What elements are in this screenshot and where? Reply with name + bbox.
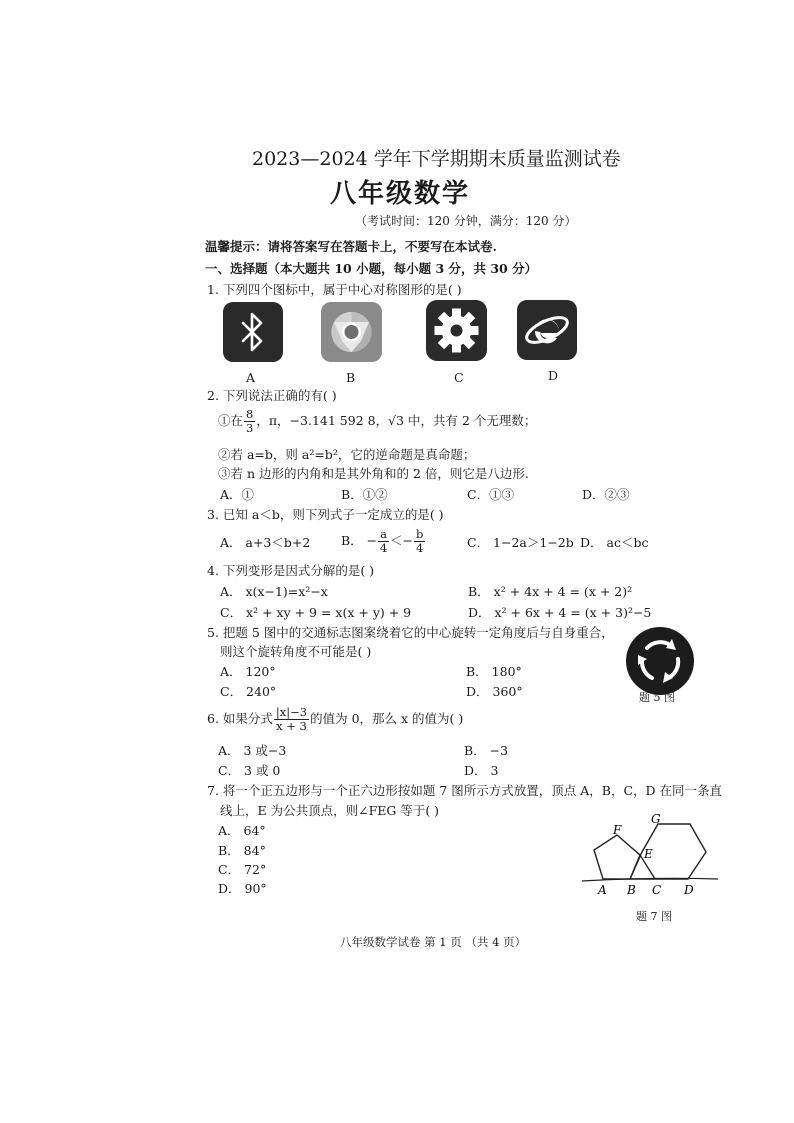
q5-option-b: B． 180° (466, 664, 522, 679)
q6-frac-den: x + 3 (276, 719, 307, 733)
fraction (414, 528, 425, 555)
q5-option-d: D． 360° (466, 684, 523, 699)
q3-b-f2-num: b (415, 527, 424, 541)
q3-option-d: D． ac＜bc (580, 535, 649, 550)
q7-figure-caption: 题 7 图 (636, 910, 672, 923)
gear-icon (425, 299, 488, 362)
q6-option-a: A． 3 或−3 (218, 743, 287, 758)
q2-option-a: A．① (220, 487, 255, 502)
q3-b-pre: B． − (341, 533, 378, 548)
q5-figure-caption: 题 5 图 (639, 691, 675, 704)
q4-stem: 4. 下列变形是因式分解的是( ) (207, 563, 375, 578)
q6-stem (207, 706, 463, 733)
q5-option-c: C． 240° (220, 684, 277, 699)
q2-frac-num: 8 (246, 407, 254, 421)
fraction (244, 408, 255, 435)
q2-statement-3: ③若 n 边形的内角和是其外角和的 2 倍，则它是八边形. (218, 466, 529, 481)
q5-option-a: A． 120° (220, 664, 276, 679)
roundabout-sign-icon (625, 626, 695, 696)
q7-option-b: B． 84° (218, 843, 266, 858)
q3-option-c: C． 1−2a＞1−2b (467, 535, 574, 550)
page-footer: 八年级数学试卷 第 1 页 （共 4 页） (340, 935, 527, 949)
label-f: F (613, 823, 622, 837)
q6-post: 的值为 0，那么 x 的值为( ) (310, 711, 464, 726)
q2-option-b: B．①② (341, 487, 388, 502)
q3-option-a: A． a+3＜b+2 (220, 535, 311, 550)
q6-option-b: B． −3 (464, 743, 509, 758)
fraction (274, 706, 309, 733)
section-heading: 一、选择题（本大题共 10 小题，每小题 3 分，共 30 分） (205, 261, 538, 276)
q7-stem-line2: 线上，E 为公共顶点，则∠FEG 等于( ) (220, 803, 440, 818)
q6-option-c: C． 3 或 0 (218, 763, 281, 778)
q2-s1-post: ，π，−3.141 592 8，√3 中，共有 2 个无理数； (256, 413, 537, 428)
q6-pre: 6. 如果分式 (207, 711, 273, 726)
q2-frac-den: 3 (246, 421, 254, 435)
label-a: A (598, 883, 607, 897)
q4-option-c: C． x² + xy + 9 = x(x + y) + 9 (220, 605, 412, 620)
q7-option-d: D． 90° (218, 881, 267, 896)
q2-statement-1 (218, 408, 536, 435)
q2-s1-pre: ①在 (218, 413, 244, 428)
bluetooth-icon (222, 301, 284, 363)
q3-b-f1-num: a (380, 527, 387, 541)
chrome-icon (320, 301, 383, 363)
q3-b-mid: ＜− (390, 533, 413, 548)
q1-label-c: C (454, 370, 464, 385)
q7-option-c: C． 72° (218, 862, 267, 877)
q1-label-b: B (346, 370, 356, 385)
q1-label-d: D (548, 368, 559, 383)
q2-stem: 2. 下列说法正确的有( ) (207, 388, 337, 403)
q4-option-b: B． x² + 4x + 4 = (x + 2)² (468, 584, 633, 599)
q1-label-a: A (246, 370, 256, 385)
q6-frac-num: |x|−3 (275, 705, 308, 719)
label-c: C (652, 883, 662, 897)
label-g: G (651, 812, 661, 826)
q3-b-f1-den: 4 (379, 541, 388, 555)
fraction (378, 528, 389, 555)
pentagon-hexagon-figure (580, 810, 720, 900)
exam-info: （考试时间：120 分钟，满分：120 分） (355, 214, 577, 228)
label-b: B (627, 883, 636, 897)
q7-option-a: A． 64° (218, 823, 266, 838)
warm-tip: 温馨提示：请将答案写在答题卡上，不要写在本试卷. (205, 239, 497, 254)
q2-option-d: D．②③ (582, 487, 630, 502)
exam-title: 2023—2024 学年下学期期末质量监测试卷 (252, 148, 621, 170)
q7-stem-line1: 7. 将一个正五边形与一个正六边形按如题 7 图所示方式放置，顶点 A，B，C，D 在同一条直 (207, 783, 723, 798)
q1-stem: 1. 下列四个图标中，属于中心对称图形的是( ) (207, 282, 462, 297)
q5-stem-line1: 5. 把题 5 图中的交通标志图案绕着它的中心旋转一定角度后与自身重合， (207, 625, 614, 640)
q3-option-b (341, 528, 426, 555)
q4-option-a: A． x(x−1)=x²−x (220, 584, 328, 599)
label-e: E (644, 847, 653, 861)
q4-option-d: D． x² + 6x + 4 = (x + 3)²−5 (468, 605, 652, 620)
q3-stem: 3. 已知 a＜b，则下列式子一定成立的是( ) (207, 507, 444, 522)
q5-stem-line2: 则这个旋转角度不可能是( ) (220, 644, 372, 659)
internet-explorer-icon (516, 299, 578, 361)
q6-option-d: D． 3 (464, 763, 499, 778)
subject-title: 八年级数学 (330, 179, 471, 209)
q3-b-f2-den: 4 (416, 541, 424, 555)
q2-statement-2: ②若 a=b，则 a²=b²，它的逆命题是真命题； (218, 447, 476, 462)
q2-option-c: C．①③ (467, 487, 515, 502)
label-d: D (684, 883, 694, 897)
